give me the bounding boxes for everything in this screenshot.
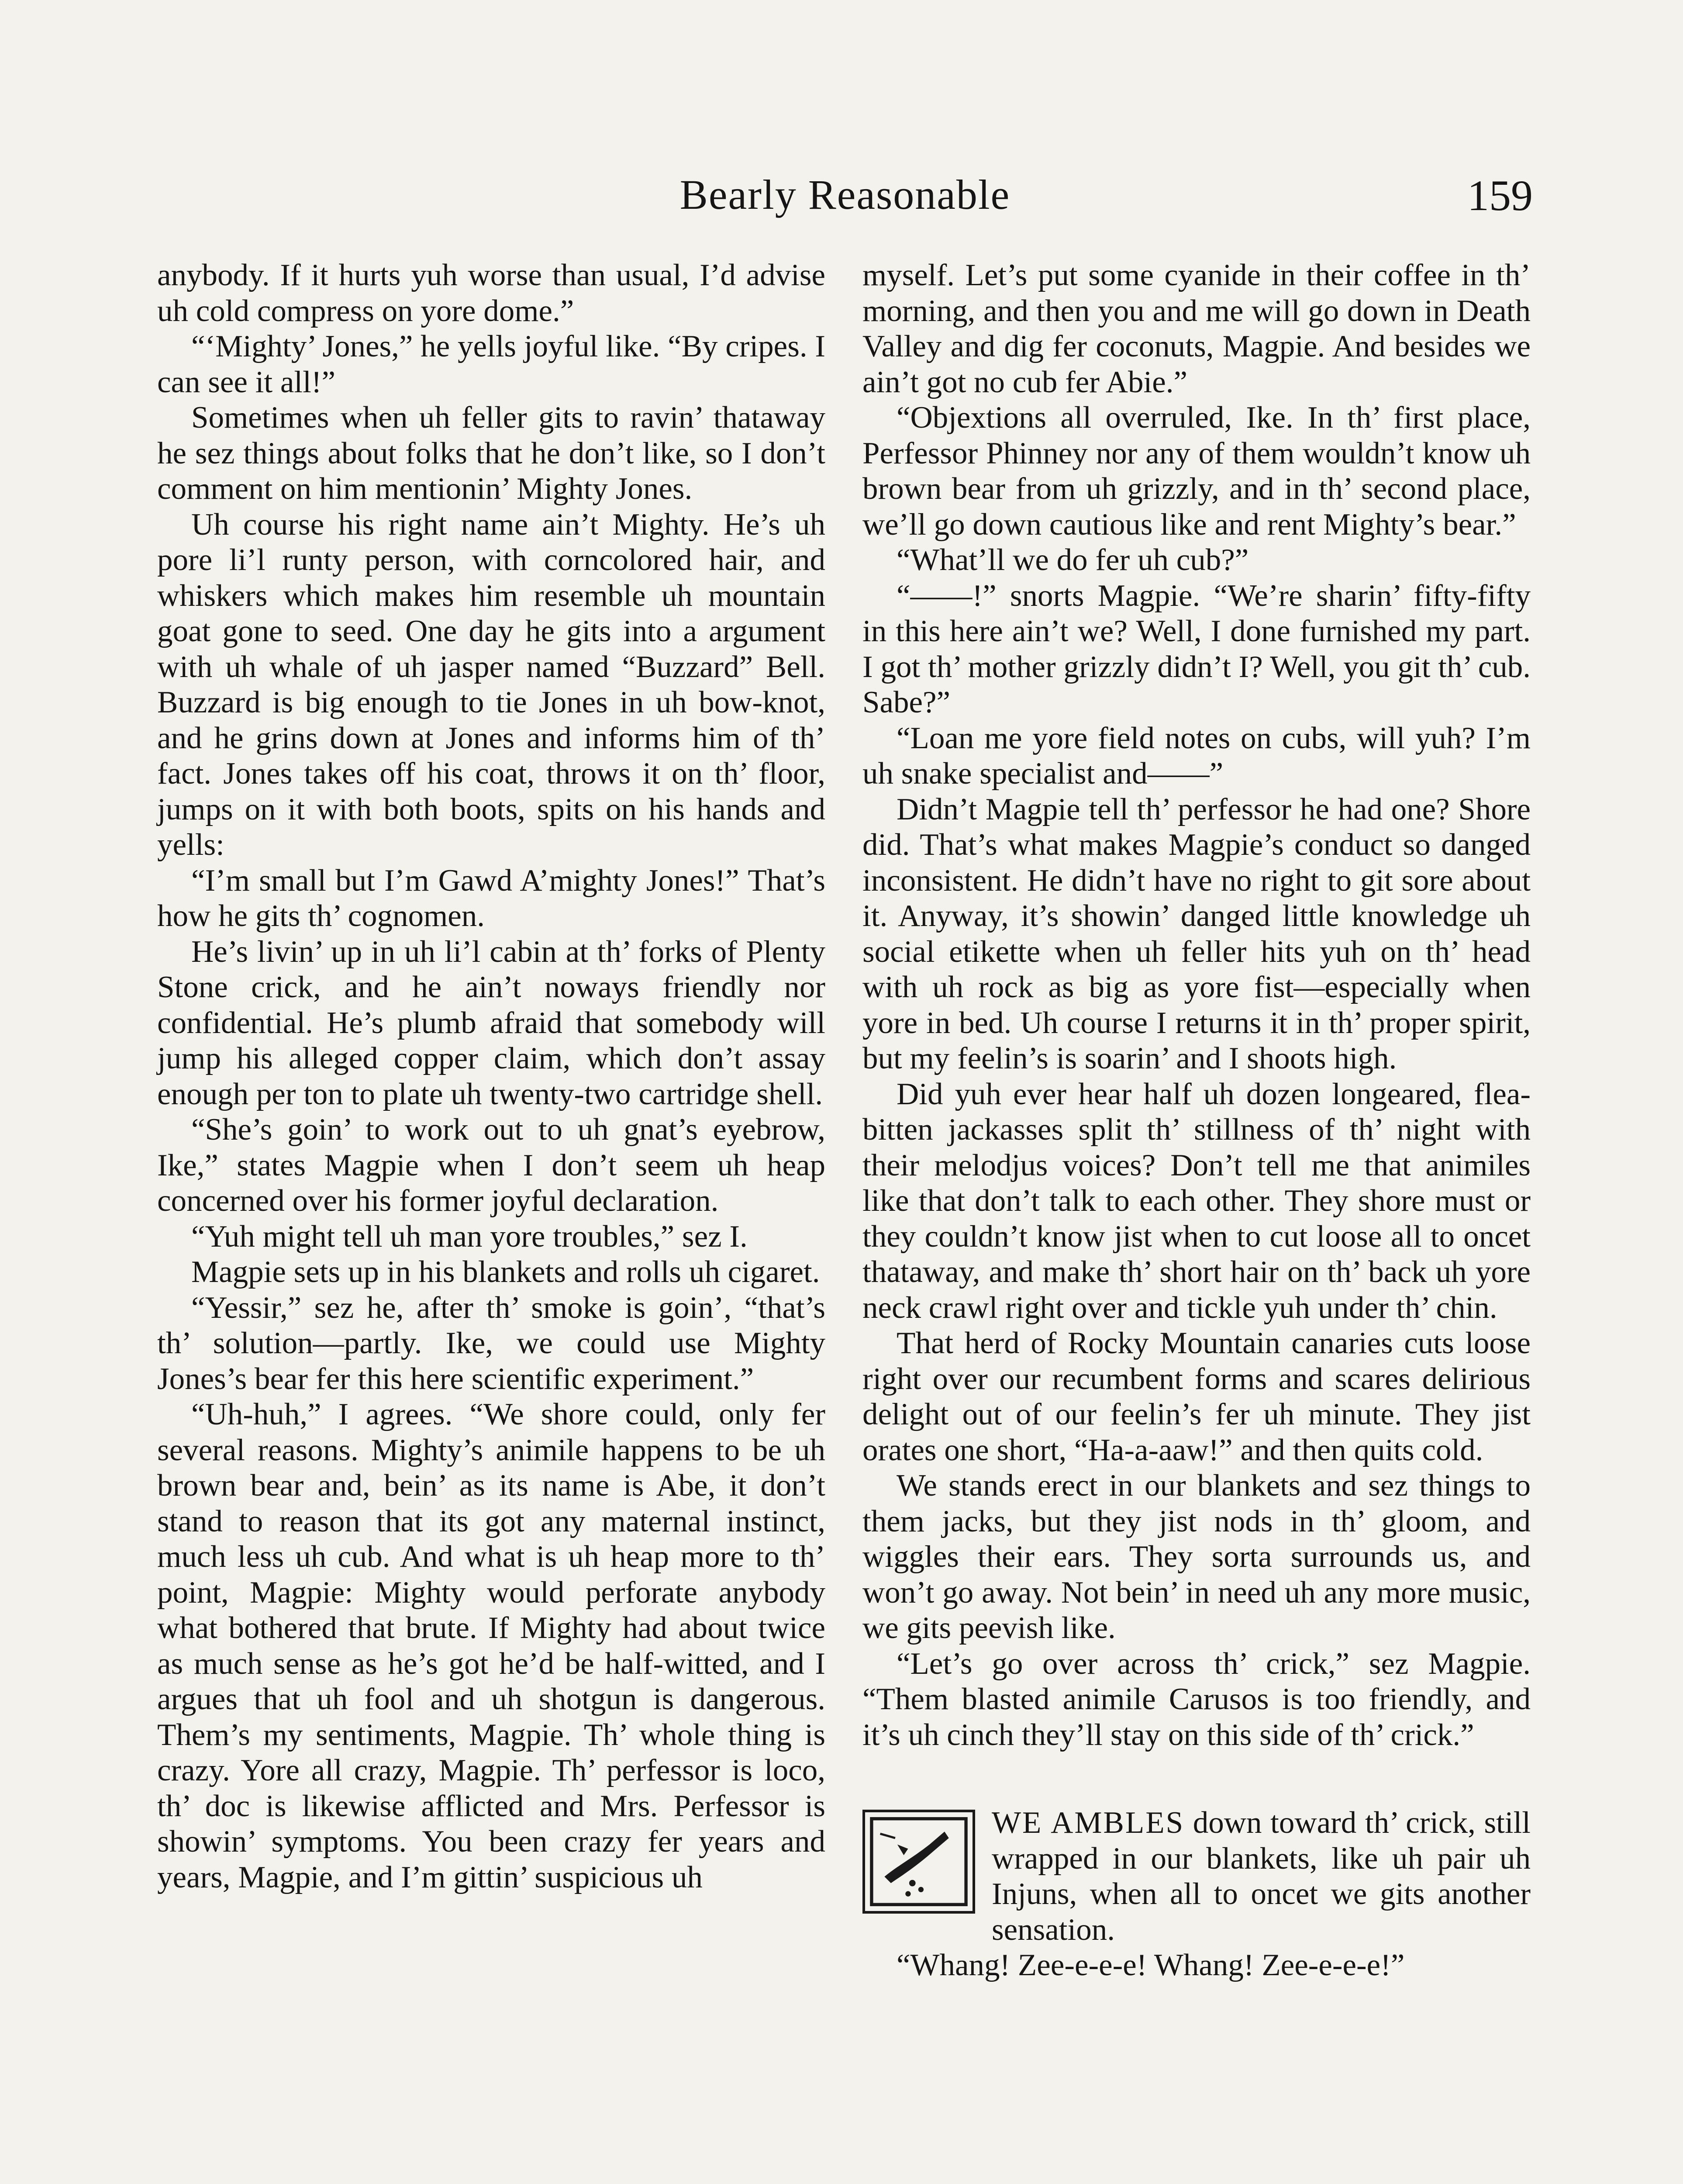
section-lead-text: down toward th’ crick, still wrapped in our blankets, like uh pair uh Injuns, when all to oncet we gits another sensation. — [992, 1806, 1531, 1947]
paragraph: “Uh-huh,” I agrees. “We shore could, only fer several reasons. Mighty’s animile happens to be uh brown bear and, bein’ as its name is Abe, it don’t stand to reason that its got any maternal instinct, much less uh cub. And what is uh heap more to th’ point, Magpie: Mighty would perforate anybody what bothered that brute. If Mighty had about twice as much sense as he’s got he’d be half-witted, and I argues that uh fool and uh shotgun is dangerous. Them’s my sentiments, Magpie. Th’ whole thing is crazy. Yore all crazy, Magpie. Th’ perfessor is loco, th’ doc is likewise afflicted and Mrs. Perfessor is showin’ symptoms. You been crazy fer years and years, Magpie, and I’m gittin’ suspicious uh — [157, 1397, 825, 1894]
paragraph: “Loan me yore field notes on cubs, will yuh? I’m uh snake specialist and——” — [862, 721, 1531, 791]
paragraph: anybody. If it hurts yuh worse than usual, I’d advise uh cold compress on yore dome.” — [157, 258, 825, 328]
section-break — [862, 1805, 1531, 1984]
paragraph: “I’m small but I’m Gawd A’mighty Jones!” That’s how he gits th’ cognomen. — [157, 863, 825, 933]
paragraph: “Yuh might tell uh man yore troubles,” sez I. — [191, 1219, 748, 1254]
paragraph: He’s livin’ up in uh li’l cabin at th’ forks of Plenty Stone crick, and he ain’t noways friendly nor confidential. He’s plumb afraid that somebody will jump his alleged copper claim, which don’t assay enough per ton to plate uh twenty-two cartridge shell. — [157, 934, 825, 1111]
paragraph: “Yessir,” sez he, after th’ smoke is goin’, “that’s th’ solution—partly. Ike, we could use Mighty Jones’s bear fer this here scientific experiment.” — [157, 1290, 825, 1396]
paragraph: Uh course his right name ain’t Mighty. He’s uh pore li’l runty person, with corncolored hair, and whiskers which makes him resemble uh mountain goat gone to seed. One day he gits into a argument with uh whale of uh jasper named “Buzzard” Bell. Buzzard is big enough to tie Jones in uh bow-knot, and he grins down at Jones and informs him of th’ fact. Jones takes off his coat, throws it on th’ floor, jumps on it with both boots, spits on his hands and yells: — [157, 507, 825, 862]
paragraph: Didn’t Magpie tell th’ perfessor he had one? Shore did. That’s what makes Magpie’s conduct so danged inconsistent. He didn’t have no right to git sore about it. Anyway, it’s showin’ danged little knowledge uh social etikette when uh feller hits yuh on th’ head with uh rock as big as yore fist—especially when yore in bed. Uh course I returns it in th’ proper spirit, but my feelin’s is soarin’ and I shoots high. — [862, 792, 1531, 1075]
paragraph: That herd of Rocky Mountain canaries cuts loose right over our recumbent forms and scares delirious delight out of our feelin’s fer uh minute. They jist orates one short, “Ha-a-aaw!” and then quits cold. — [862, 1326, 1531, 1467]
paragraph: “‘Mighty’ Jones,” he yells joyful like. “By cripes. I can see it all!” — [157, 329, 825, 399]
paragraph: We stands erect in our blankets and sez things to them jacks, but they jist nods in th’ gloom, and wiggles their ears. They sorta surrounds us, and won’t go away. Not bein’ in need uh any more music, we gits peevish like. — [862, 1469, 1531, 1645]
paragraph: “Whang! Zee-e-e-e! Whang! Zee-e-e-e!” — [897, 1948, 1405, 1982]
paragraph: “She’s goin’ to work out to uh gnat’s eyebrow, Ike,” states Magpie when I don’t seem uh heap concerned over his former joyful declaration. — [157, 1113, 825, 1218]
paragraph: “What’ll we do fer uh cub?” — [897, 543, 1249, 577]
paragraph: “Objextions all overruled, Ike. In th’ first place, Perfessor Phinney nor any of them wouldn’t know uh brown bear from uh grizzly, and in th’ second place, we’ll go down cautious like and rent Mighty’s bear.” — [862, 401, 1531, 542]
page-number: 159 — [1467, 171, 1533, 220]
left-column — [157, 258, 825, 1895]
section-lead-caps: WE AMBLES — [992, 1806, 1185, 1840]
running-title: Bearly Reasonable — [679, 171, 1010, 218]
running-head — [157, 162, 1533, 227]
right-column — [862, 258, 1531, 1984]
paragraph: “——!” snorts Magpie. “We’re sharin’ fifty-fifty in this here ain’t we? Well, I done furnished my part. I got th’ mother grizzly didn’t I? Well, you git th’ cub. Sabe?” — [862, 578, 1531, 719]
paragraph: Sometimes when uh feller gits to ravin’ thataway he sez things about folks that he don’t like, so I don’t comment on him mentionin’ Mighty Jones. — [157, 401, 825, 506]
paragraph: Did yuh ever hear half uh dozen longeared, flea-bitten jackasses split th’ stillness of th’ night with their melodjus voices? Don’t tell me that animiles like that don’t talk to each other. They shore must or they couldn’t know jist when to cut loose all to oncet thataway, and make th’ short hair on th’ back uh yore neck crawl right over and tickle yuh under th’ chin. — [862, 1077, 1531, 1325]
hand-with-pen-ornament-icon — [862, 1810, 975, 1914]
paragraph: “Let’s go over across th’ crick,” sez Magpie. “Them blasted animile Carusos is too friendly, and it’s uh cinch they’ll stay on this side of th’ crick.” — [862, 1646, 1531, 1752]
paragraph: Magpie sets up in his blankets and rolls uh cigaret. — [191, 1255, 820, 1289]
paragraph: myself. Let’s put some cyanide in their coffee in th’ morning, and then you and me will go down in Death Valley and dig fer coconuts, Magpie. And besides we ain’t got no cub fer Abie.” — [862, 258, 1531, 399]
